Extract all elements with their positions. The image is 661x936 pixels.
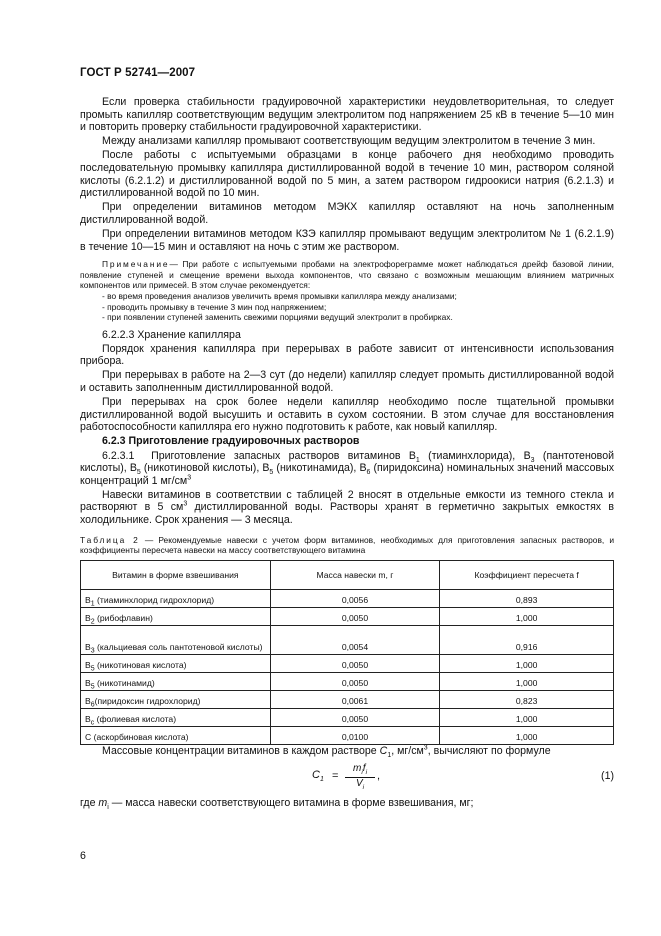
cell-coefficient: 1,000 (440, 672, 614, 690)
table-row (81, 625, 614, 654)
formula-number: (1) (601, 770, 614, 783)
table-row (81, 690, 614, 708)
paragraph: Порядок хранения капилляра при перерывах в работе зависит от интенсивности использования прибора. (80, 342, 614, 368)
paragraph: При перерывах на срок более недели капилляр необходимо после тщательной промывки дистиллированной водой высушить и оставить в сухом состоянии. В этом случае для восстановления работоспособности капилляра его нужно подготовить к работе, как новый капилляр. (80, 396, 614, 434)
formula-block (80, 763, 614, 797)
note-body: — При работе с испытуемыми пробами на электрофореграмме может наблюдаться дрейф базовой линии, появление ступеней и смещение времени выхода компонентов, что связано с возможным мешающим влиянием матричных компонентов или примесей. В этом случае рекомендуется: (80, 259, 614, 291)
subscript: 1 (387, 751, 392, 759)
superscript: 3 (423, 744, 428, 752)
table-row (81, 708, 614, 726)
text-fragment: , мг/см (391, 744, 424, 757)
cell-vitamin: $В_3$ (кальциевая соль пантотеновой кислоты) (81, 625, 271, 654)
column-header-vitamin: Витамин в форме взвешивания (81, 560, 271, 589)
text-fragment: (никотиновой кислоты), В (140, 462, 270, 475)
document-body (80, 96, 614, 811)
vitamin-table (80, 560, 614, 745)
formula-denominator: $V_i$ (355, 777, 365, 791)
note-block (80, 259, 614, 323)
variable: m (98, 797, 108, 810)
text-fragment: (пантотеновой кислоты), В (80, 449, 615, 475)
text-fragment: (пиридоксина) номинальных значений массовых концентраций 1 мг/см (80, 462, 614, 487)
formula-numerator: $m_if_i$ (345, 763, 375, 778)
cell-coefficient: 0,823 (440, 690, 614, 708)
cell-vitamin: $В_5$ (никотинамид) (81, 672, 271, 690)
table-row (81, 672, 614, 690)
paragraph: При перерывах в работе на 2—3 сут (до недели) капилляр следует промыть дистиллированной водой и оставить заполненным дистиллированной водой. (80, 369, 614, 395)
cell-mass: 0,0050 (270, 708, 440, 726)
cell-coefficient: 1,000 (440, 726, 614, 744)
subscript: 3 (530, 456, 535, 464)
cell-mass: 0,0100 (270, 726, 440, 744)
formula-fraction (345, 763, 375, 790)
paragraph: Если проверка стабильности градуировочной характеристики неудовлетворительная, то следует промыть капилляр соответствующим ведущим электролитом под напряжением 25 кВ в течение 5—10 мин и повторить проверку стабильности градуировочной характеристики. (80, 96, 614, 134)
superscript: 3 (187, 474, 192, 482)
paragraph: При определении витаминов методом МЭКХ капилляр оставляют на ночь заполненным дистиллированной водой. (80, 201, 614, 226)
formula-comma: , (377, 770, 381, 783)
table-row (81, 589, 614, 607)
note-list (80, 291, 614, 323)
text-fragment: (тиаминхлорида), В (419, 449, 531, 462)
page-number: 6 (80, 850, 86, 862)
cell-mass: 0,0061 (270, 690, 440, 708)
cell-vitamin: С (аскорбиновая кислота) (81, 726, 271, 744)
formula-lhs: $C_1$ (312, 769, 324, 784)
cell-mass: 0,0050 (270, 654, 440, 672)
text-fragment: Навески витаминов в соответствии с таблицей 2 вносят в отдельные емкости из темного стекла и растворяют в 5 см (80, 488, 614, 514)
cell-coefficient: 1,000 (440, 607, 614, 625)
formula-equals: = (332, 770, 339, 783)
variable: C (379, 744, 388, 757)
note-label: Примечание (102, 259, 170, 270)
formula-where (80, 797, 614, 810)
subscript: 5 (136, 469, 141, 477)
cell-coefficient: 0,893 (440, 589, 614, 607)
cell-vitamin: $В_2$ (рибофлавин) (81, 607, 271, 625)
text-fragment: (никотинамида), В (273, 462, 367, 475)
document-header: ГОСТ Р 52741—2007 (80, 67, 196, 79)
cell-mass: 0,0050 (270, 672, 440, 690)
paragraph (80, 489, 614, 527)
text-fragment: , вычисляют по формуле (427, 744, 551, 757)
cell-coefficient: 0,916 (440, 625, 614, 654)
cell-vitamin: $В_5$ (никотиновая кислота) (81, 654, 271, 672)
section-heading-calibration: 6.2.3 Приготовление градуировочных растворов (102, 435, 360, 448)
table-row (81, 607, 614, 625)
column-header-mass: Масса навески m, г (270, 560, 440, 589)
paragraph: Между анализами капилляр промывают соответствующим ведущим электролитом в течение 3 мин. (102, 135, 596, 148)
cell-coefficient: 1,000 (440, 708, 614, 726)
section-heading-storage: 6.2.2.3 Хранение капилляра (102, 328, 241, 341)
paragraph: После работы с испытуемыми образцами в конце рабочего дня необходимо проводить последовательную промывку капилляра дистиллированной водой в течение 10 мин, раствором соляной кислоты (6.2.1.2) и дистиллированной водой по 5 мин, а затем раствором гидроокиси натрия (6.2.1.3) и дистиллированной водой по 10 мин. (80, 149, 614, 200)
cell-mass: 0,0054 (270, 625, 440, 654)
text-fragment: Массовые концентрации витаминов в каждом растворе (102, 744, 380, 757)
cell-mass: 0,0056 (270, 589, 440, 607)
column-header-coefficient: Коэффициент пересчета f (440, 560, 614, 589)
superscript: 3 (183, 500, 188, 508)
cell-coefficient: 1,000 (440, 654, 614, 672)
paragraph: При определении витаминов методом КЗЭ капилляр промывают ведущим электролитом № 1 (6.2.1.9) в течение 10—15 мин и оставляют на ночь с этим же раствором. (80, 227, 614, 253)
paragraph-6-2-3-1 (80, 450, 614, 488)
note-list-item: - при появлении ступеней заменить свежими порциями ведущий электролит в пробирках. (102, 312, 614, 323)
subscript: 1 (415, 456, 420, 464)
table-caption (80, 535, 614, 556)
text-fragment: Приготовление запасных растворов витаминов В (151, 449, 416, 462)
cell-vitamin: $В_с$ (фолиевая кислота) (81, 708, 271, 726)
table-header-row (81, 560, 614, 589)
subscript: i (107, 804, 109, 812)
note-list-item: - проводить промывку в течение 3 мин под напряжением; (102, 302, 614, 313)
subscript: 6 (366, 469, 371, 477)
text-fragment: дистиллированной воды. Растворы хранят в герметично закрытых емкостях в холодильнике. Срок хранения — 3 месяца. (80, 501, 614, 526)
clause-number: 6.2.3.1 (102, 449, 135, 462)
cell-vitamin: $В_1$ (тиаминхлорид гидрохлорид) (81, 589, 271, 607)
table-caption-text: — Рекомендуемые навески с учетом форм витаминов, необходимых для приготовления запасных растворов, и коэффициенты пересчета навески на массу соответствующего витамина (80, 534, 615, 556)
table-row (81, 726, 614, 744)
text-fragment: где (80, 797, 99, 810)
table-caption-label: Таблица 2 (80, 534, 140, 545)
formula-intro (80, 745, 614, 758)
table-row (81, 654, 614, 672)
cell-vitamin: $В_6(пиридоксин$ гидрохлорид) (81, 690, 271, 708)
subscript: 5 (269, 469, 274, 477)
text-fragment: — масса навески соответствующего витамина в форме взвешивания, мг; (108, 797, 474, 810)
note-text (80, 259, 614, 291)
note-list-item: - во время проведения анализов увеличить время промывки капилляра между анализами; (102, 291, 614, 302)
cell-mass: 0,0050 (270, 607, 440, 625)
